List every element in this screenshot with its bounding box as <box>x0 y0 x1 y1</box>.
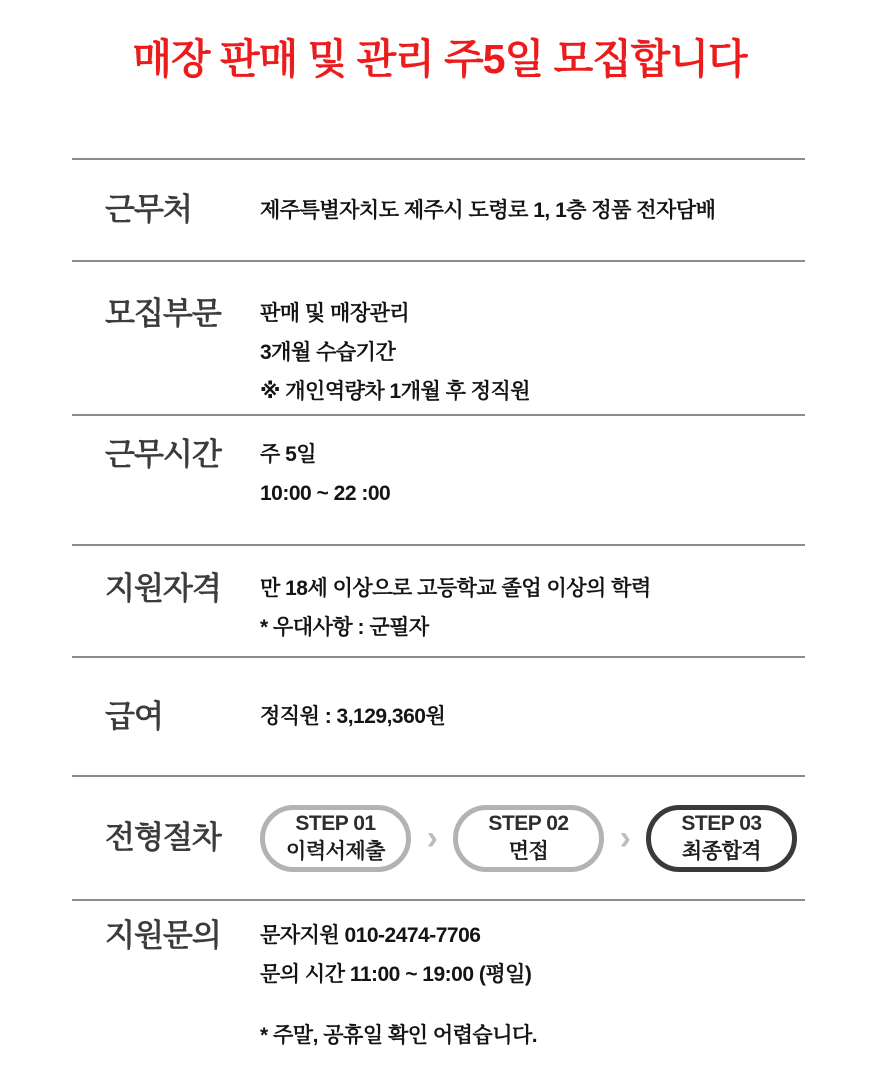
row-text: 주 5일 <box>260 443 317 466</box>
step-pill-1 <box>260 805 411 872</box>
row-label-process: 전형절차 <box>105 820 221 855</box>
row-label-contact: 지원문의 <box>105 918 221 953</box>
working-hours-row <box>72 414 805 544</box>
contact-row <box>72 899 805 1067</box>
workplace-row <box>72 158 805 260</box>
recruitment-content <box>260 294 805 414</box>
step-name: 면접 <box>508 840 549 863</box>
row-text: 제주특별자치도 제주시 도령로 1, 1층 정품 전자담배 <box>260 198 716 222</box>
row-label-hours: 근무시간 <box>105 437 221 472</box>
row-text: 10:00 ~ 22 :00 <box>260 482 391 505</box>
step-pill-2 <box>453 805 604 872</box>
step-number: STEP 01 <box>295 812 376 835</box>
row-label-qualification: 지원자격 <box>105 571 221 606</box>
contact-hours: 문의 시간 11:00 ~ 19:00 (평일) <box>260 963 532 986</box>
workplace-content <box>260 191 805 230</box>
process-steps <box>260 805 805 872</box>
row-text: 3개월 수습기간 <box>260 341 396 364</box>
row-text: 판매 및 매장관리 <box>260 302 410 325</box>
row-text: 만 18세 이상으로 고등학교 졸업 이상의 학력 <box>260 577 651 600</box>
row-text: * 우대사항 : 군필자 <box>260 616 429 639</box>
contact-note: * 주말, 공휴일 확인 어렵습니다. <box>260 1024 538 1047</box>
row-label-recruitment: 모집부문 <box>105 296 221 331</box>
step-pill-3 <box>646 805 797 872</box>
info-table <box>72 158 805 1067</box>
step-number: STEP 02 <box>488 812 569 835</box>
recruitment-row <box>72 260 805 414</box>
chevron-right-icon: › <box>426 818 438 857</box>
row-label-workplace: 근무처 <box>105 192 192 227</box>
process-row <box>72 775 805 899</box>
page-title: 매장 판매 및 관리 주5일 모집합니다 <box>132 36 747 82</box>
contact-phone: 문자지원 010-2474-7706 <box>260 924 481 947</box>
row-text: ※ 개인역량차 1개월 후 정직원 <box>260 380 531 403</box>
step-number: STEP 03 <box>681 812 762 835</box>
qualification-content <box>260 569 805 656</box>
contact-content <box>260 916 805 1067</box>
process-content <box>260 805 805 872</box>
step-name: 최종합격 <box>681 840 762 863</box>
salary-content <box>260 697 805 736</box>
chevron-right-icon: › <box>619 818 631 857</box>
row-label-salary: 급여 <box>105 698 163 734</box>
step-name: 이력서제출 <box>286 840 385 863</box>
qualification-row <box>72 544 805 656</box>
hours-content <box>260 435 805 544</box>
salary-row <box>72 656 805 775</box>
row-text: 정직원 : 3,129,360원 <box>260 705 446 728</box>
